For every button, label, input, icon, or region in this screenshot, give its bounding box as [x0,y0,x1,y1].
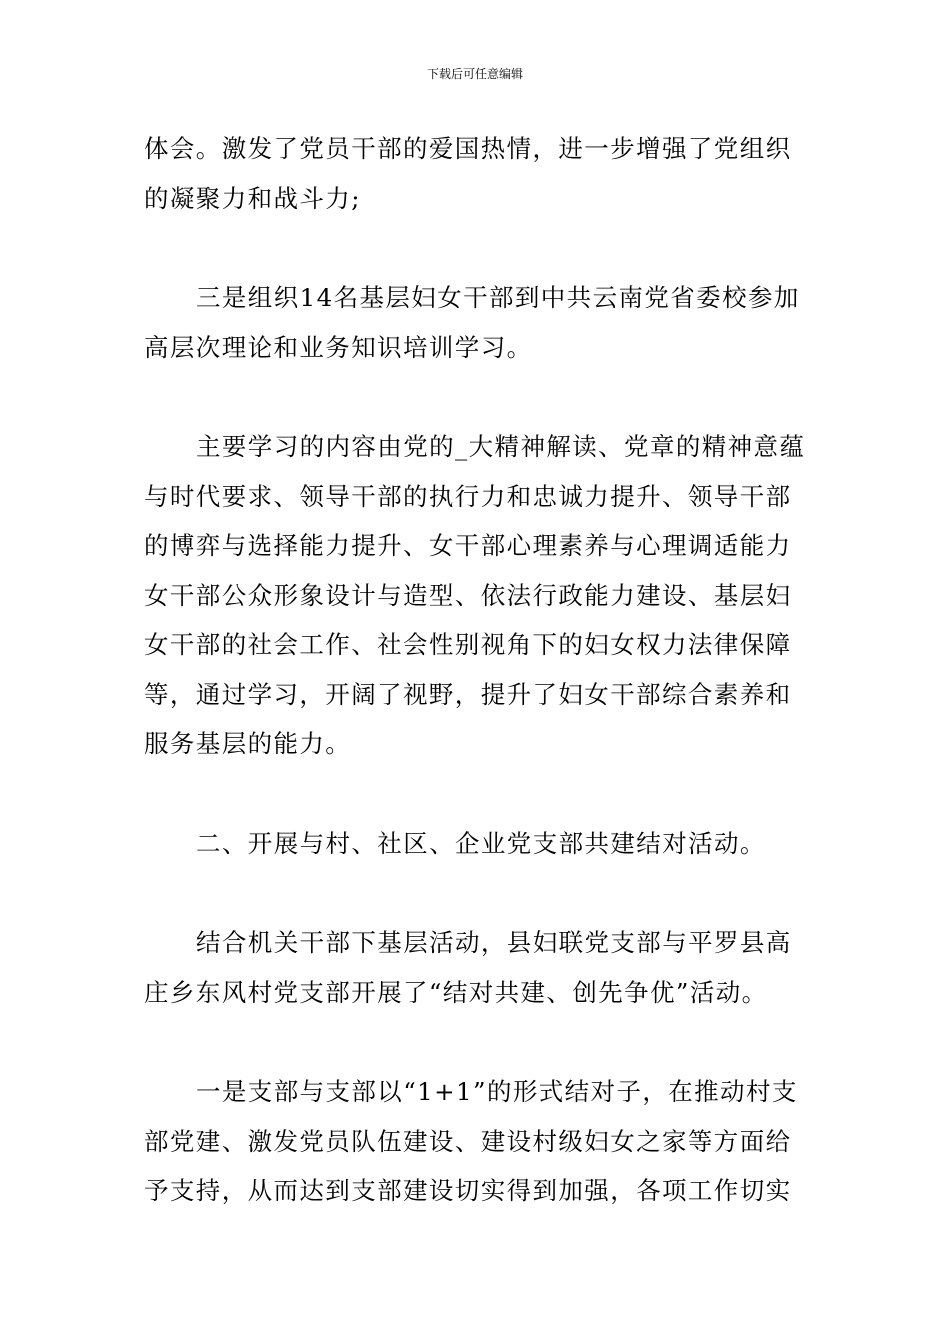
text-line: 主要学习的内容由党的_大精神解读、党章的精神意蕴 [196,432,806,461]
text-line: 女干部的社会工作、社会性别视角下的妇女权力法律保障 [144,630,792,659]
paragraph-training [144,273,814,372]
text-line: 结合机关干部下基层活动，县妇联党支部与平罗县高 [196,928,792,957]
paragraph-study-content [144,422,814,769]
text-line: 等，通过学习，开阔了视野，提升了妇女干部综合素养和 [144,679,792,709]
document-body [144,124,814,1266]
page-header-note: 下载后可任意编辑 [426,67,523,81]
text-line: 三是组织14名基层妇女干部到中共云南党省委校参加 [196,283,800,312]
text-line: 的博弈与选择能力提升、女干部心理素养与心理调适能力 [144,531,792,560]
text-line: 女干部公众形象设计与造型、依法行政能力建设、基层妇 [144,580,792,610]
text-line: 服务基层的能力。 [144,729,352,758]
text-line: 一是支部与支部以“1+1”的形式结对子，在推动村支 [196,1077,798,1106]
paragraph-pairing [144,918,814,1017]
text-line: 与时代要求、领导干部的执行力和忠诚力提升、领导干部 [144,481,792,511]
paragraph-branch-support [144,1067,814,1216]
text-line: 庄乡东风村党支部开展了“结对共建、创先争优”活动。 [144,977,768,1007]
section-heading [144,819,814,869]
text-line: 二、开展与村、社区、企业党支部共建结对活动。 [196,828,766,858]
text-line: 的凝聚力和战斗力; [144,183,361,213]
text-line: 予支持，从而达到支部建设切实得到加强，各项工作切实 [144,1176,792,1205]
text-line: 部党建、激发党员队伍建设、建设村级妇女之家等方面给 [144,1126,792,1156]
text-line: 高层次理论和业务知识培训学习。 [144,332,533,362]
text-line: 体会。激发了党员干部的爱国热情，进一步增强了党组织 [144,134,792,163]
paragraph-continuation [144,124,814,223]
